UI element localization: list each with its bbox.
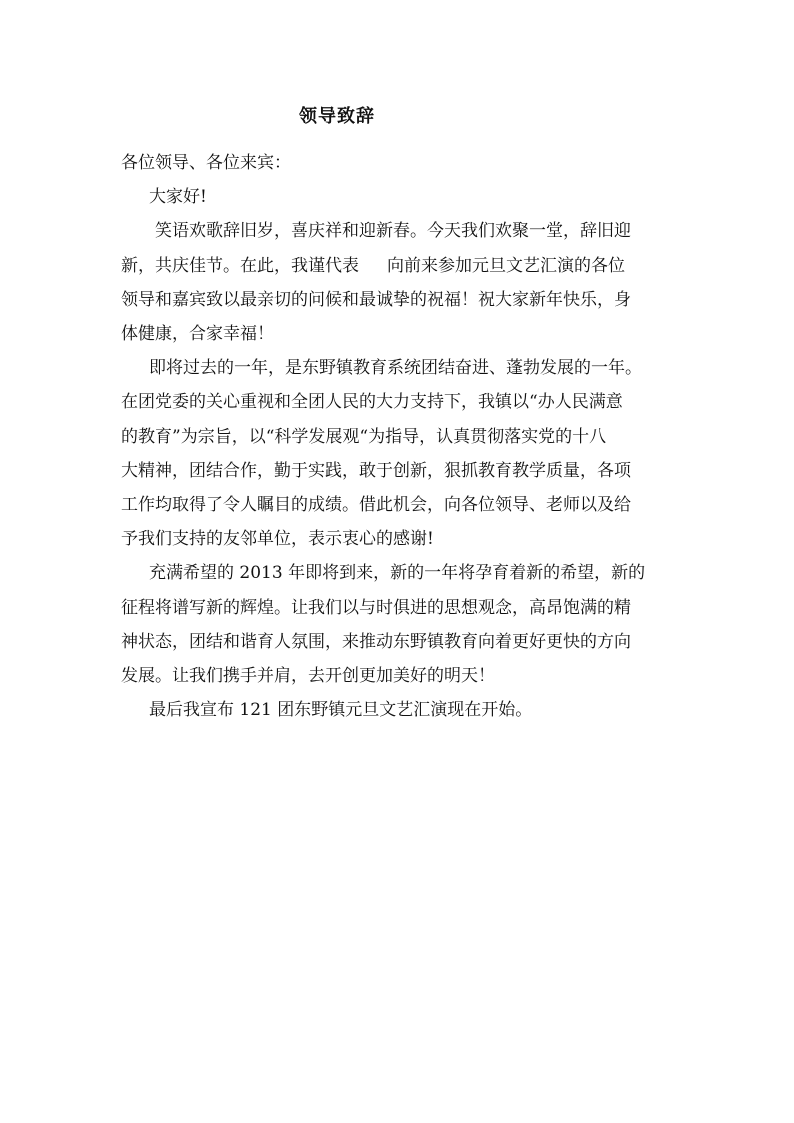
paragraph-line: 发展。让我们携手并肩，去开创更加美好的明天！: [121, 666, 495, 687]
paragraph-3: [121, 556, 677, 693]
paragraph-line: 的教育”为宗旨，以“科学发展观“为指导，认真贯彻落实党的十八: [121, 426, 607, 447]
greeting: 大家好!: [149, 187, 207, 208]
paragraph-line-part: 新，共庆佳节。在此，我谨代表: [121, 255, 359, 276]
paragraph-line: 领导和嘉宾致以最亲切的问候和最诚挚的祝福！祝大家新年快乐，身: [121, 289, 631, 310]
paragraph-line: 征程将谱写新的辉煌。让我们以与时俱进的思想观念，高昂饱满的精: [121, 597, 631, 618]
paragraph-line: [121, 249, 677, 283]
document-title: 领导致辞: [299, 106, 375, 127]
salutation: 各位领导、各位来宾：: [121, 153, 291, 173]
paragraph-line: 工作均取得了令人瞩目的成绩。借此机会，向各位领导、老师以及给: [121, 495, 631, 516]
speech-body: [121, 102, 677, 727]
paragraph-line: 即将过去的一年，是东野镇教育系统团结奋进、蓬勃发展的一年。: [149, 358, 642, 379]
paragraph-line: 予我们支持的友邻单位，表示衷心的感谢!: [121, 529, 434, 550]
paragraph-2: [121, 351, 677, 556]
paragraph-line: 笑语欢歌辞旧岁，喜庆祥和迎新春。今天我们欢聚一堂，辞旧迎: [155, 221, 631, 242]
paragraph-1: [121, 214, 677, 351]
closing-paragraph: 最后我宣布 121 团东野镇元旦文艺汇演现在开始。: [149, 700, 533, 721]
paragraph-line: 在团党委的关心重视和全团人民的大力支持下，我镇以“办人民满意: [121, 392, 623, 413]
paragraph-line: 充满希望的 2013 年即将到来，新的一年将孕育着新的希望，新的: [149, 563, 646, 584]
paragraph-line: 体健康，合家幸福！: [121, 324, 274, 345]
paragraph-line: 神状态，团结和谐育人氛围，来推动东野镇教育向着更好更快的方向: [121, 631, 631, 652]
paragraph-line: 大精神，团结合作，勤于实践，敢于创新，狠抓教育教学质量，各项: [121, 460, 631, 481]
paragraph-line-part: 向前来参加元旦文艺汇演的各位: [387, 255, 625, 276]
